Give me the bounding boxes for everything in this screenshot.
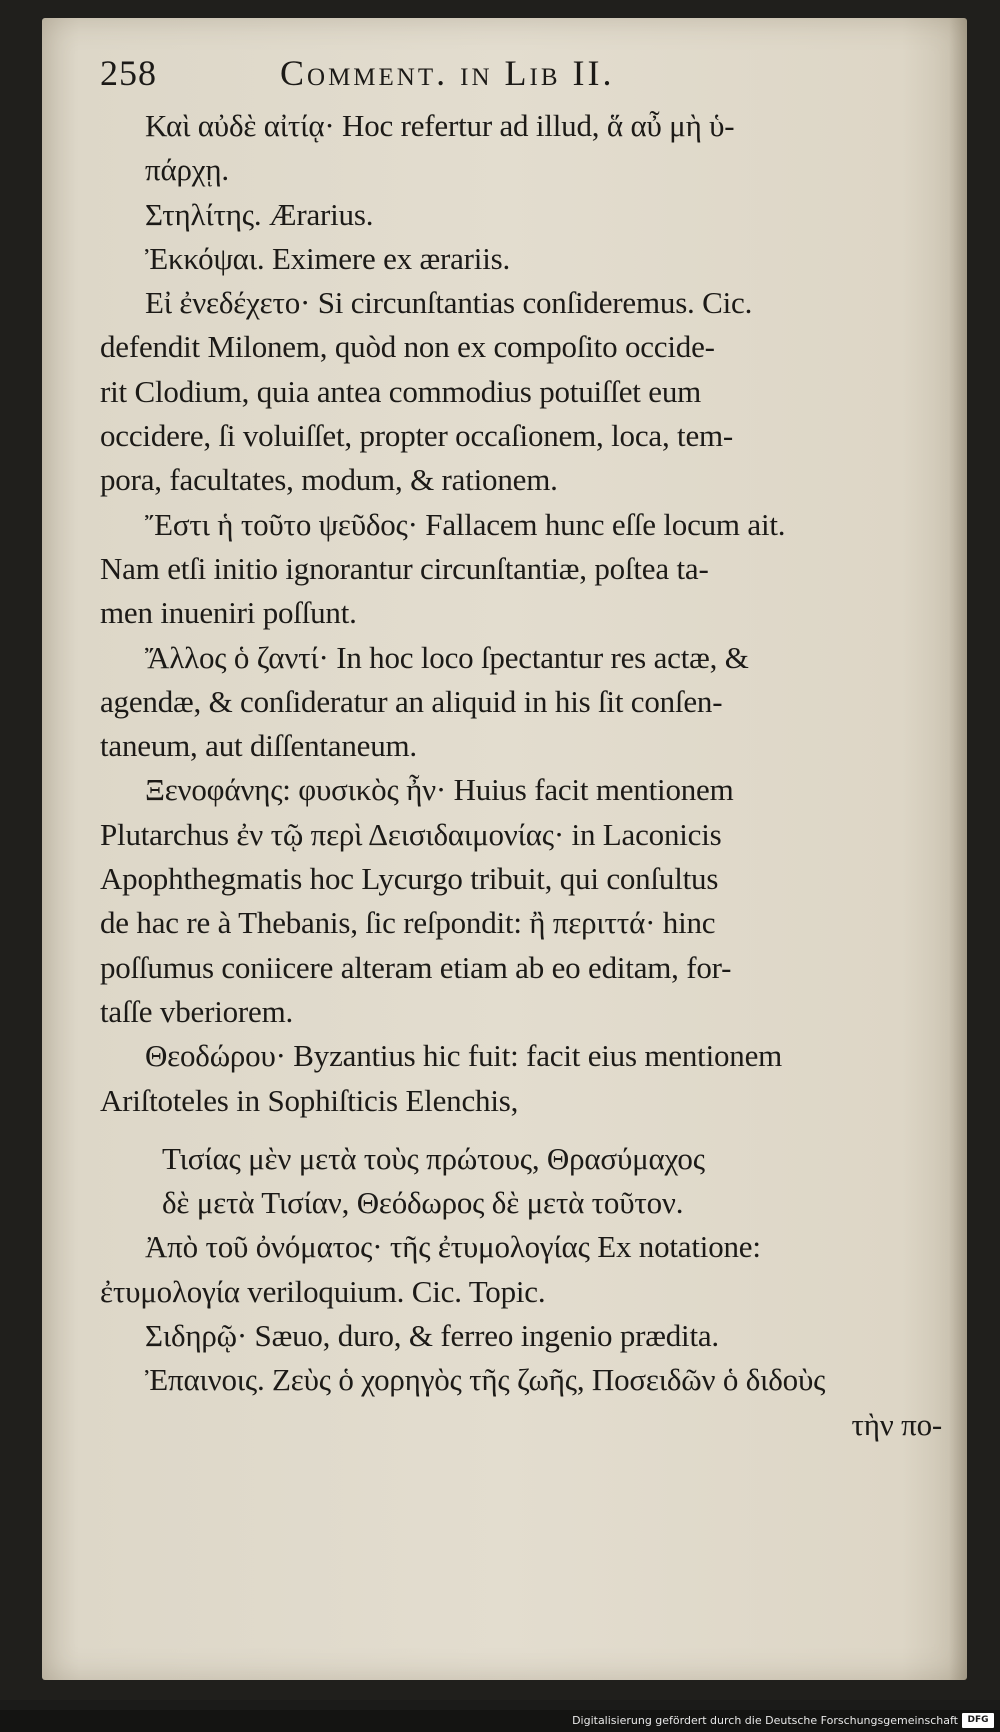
text-line: Ἀπὸ τοῦ ὀνόματος· τῆς ἐτυμολογίας Ex notatione: [145,1229,761,1265]
text-line: agendæ, & conſideratur an aliquid in his ſit conſen- [100,683,723,719]
dfg-logo-icon: DFG [962,1713,994,1728]
text-line: Ξενοφάνης: φυσικὸς ἦν· Huius facit mentionem [145,772,734,808]
verse-line: Τισίας μὲν μετὰ τοὺς πρώτους, Θρασύμαχος [162,1140,705,1176]
text-line: ἐτυμολογία veriloquium. Cic. Topic. [100,1273,546,1309]
text-line: Σιδηρῷ· Sæuo, duro, & ferreo ingenio prædita. [145,1318,719,1354]
text-line: Plutarchus ἐν τῷ περὶ Δεισιδαιμονίας· in Laconicis [100,816,722,852]
page-text [100,52,980,1447]
text-line: poſſumus coniicere alteram etiam ab eo editam, for- [100,949,732,985]
text-line: Ἐπαινοις. Ζεὺς ὁ χορηγὸς τῆς ζωῆς, Ποσειδῶν ὁ διδοὺς [145,1362,826,1398]
footer-credit: Digitalisierung gefördert durch die Deutsche Forschungsgemeinschaft [572,1714,958,1727]
page-header [100,52,980,104]
digitization-footer [0,1710,1000,1732]
text-line: Ariſtoteles in Sophiſticis Elenchis, [100,1082,519,1118]
text-line: taſſe vberiorem. [100,993,294,1029]
text-line: πάρχῃ. [145,152,229,188]
text-line: defendit Milonem, quòd non ex compoſito occide- [100,329,715,365]
text-line: Nam etſi initio ignorantur circunſtantiæ, poſtea ta- [100,550,709,586]
text-line: men inueniri poſſunt. [100,595,357,631]
text-line: rit Clodium, quia antea commodius potuiſſet eum [100,373,702,409]
text-line: Apophthegmatis hoc Lycurgo tribuit, qui conſultus [100,861,719,897]
text-line: Στηλίτης. Ærarius. [145,196,374,232]
verse-line: δὲ μετὰ Τισίαν, Θεόδωρος δὲ μετὰ τοῦτον. [162,1185,684,1221]
text-line: occidere, ſi voluiſſet, propter occaſionem, loca, tem- [100,418,734,454]
text-line: Θεοδώρου· Byzantius hic fuit: facit eius mentionem [145,1038,783,1074]
text-line: Ἔστι ἡ τοῦτο ψεῦδος· Fallacem hunc eſſe locum ait. [145,506,786,542]
text-line: pora, facultates, modum, & rationem. [100,462,558,498]
running-title: Comment. in Lib II. [280,53,615,93]
text-line: Ἐκκόψαι. Eximere ex ærariis. [145,240,511,276]
text-line: Εἰ ἐνεδέχετο· Si circunſtantias conſideremus. Cic. [145,285,753,321]
text-line: Ἄλλος ὁ ζαντί· In hoc loco ſpectantur res actæ, & [145,639,749,675]
page-number: 258 [100,53,157,93]
text-line: Καὶ αὐδὲ αἰτίᾳ· Hoc refertur ad illud, ἅ αὖ μὴ ὑ- [145,108,735,143]
text-line: de hac re à Thebanis, ſic reſpondit: ἢ περιττά· hinc [100,905,716,941]
text-line: taneum, aut diſſentaneum. [100,728,417,764]
catchword-line: τὴν πο- [851,1406,942,1442]
